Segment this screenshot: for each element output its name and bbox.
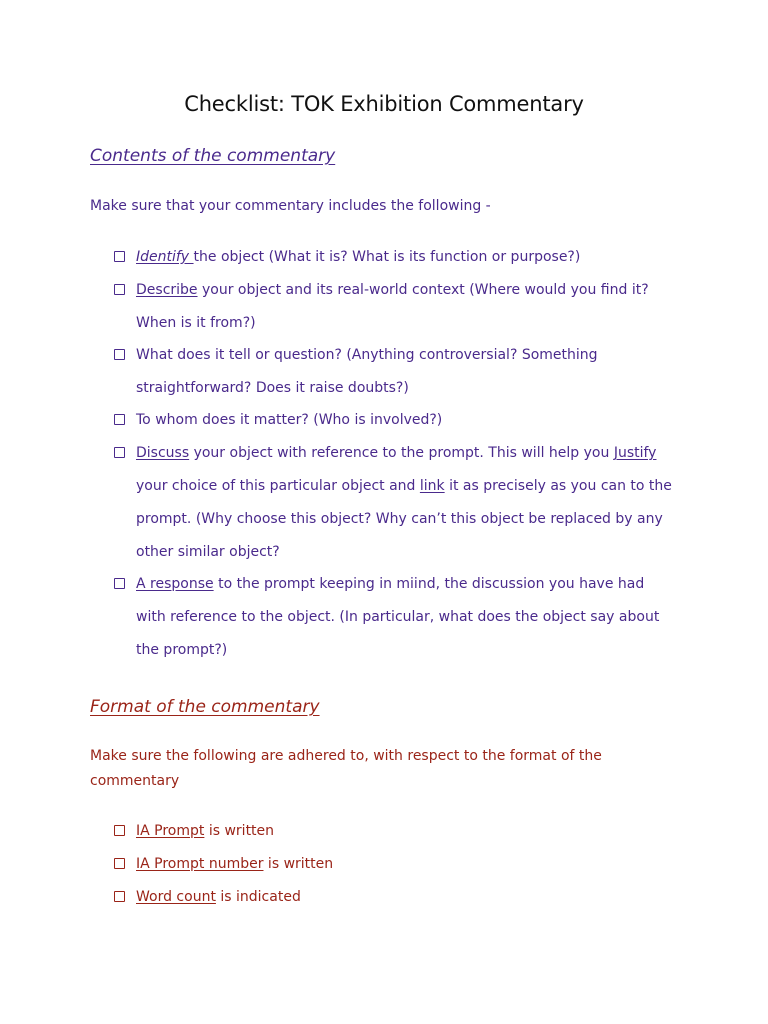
item-keyword: Word count bbox=[136, 889, 216, 905]
item-text: your object with reference to the prompt. This will help you bbox=[189, 445, 614, 461]
checkbox-icon[interactable] bbox=[114, 447, 125, 458]
item-text: What does it tell or question? (Anything controversial? Something straightforward? Does it raise doubts?) bbox=[136, 347, 598, 396]
checklist-item-ia-prompt-number bbox=[114, 848, 674, 881]
checklist-item-ia-prompt bbox=[114, 815, 674, 848]
contents-intro: Make sure that your commentary includes the following - bbox=[90, 198, 491, 214]
item-text: is written bbox=[263, 856, 334, 872]
checkbox-icon[interactable] bbox=[114, 858, 125, 869]
checklist-item-word-count bbox=[114, 881, 674, 914]
item-keyword: link bbox=[419, 478, 445, 494]
item-text: your object and its real-world context (Where would you find it? When is it from?) bbox=[136, 282, 649, 331]
item-keyword: Identify bbox=[136, 249, 194, 265]
item-keyword: IA Prompt bbox=[136, 823, 205, 839]
item-text: is indicated bbox=[215, 889, 301, 905]
format-heading: Format of the commentary bbox=[90, 697, 320, 717]
checkbox-icon[interactable] bbox=[114, 825, 125, 836]
item-text: your choice of this particular object and bbox=[136, 478, 420, 494]
checklist-item-to-whom bbox=[114, 404, 674, 437]
item-text: it as precisely as you can to the prompt. (Why choose this object? Why can’t this object be replaced by any other similar object? bbox=[136, 478, 672, 560]
checkbox-icon[interactable] bbox=[114, 578, 125, 589]
checkbox-icon[interactable] bbox=[114, 349, 125, 360]
checklist-item-identify bbox=[114, 241, 674, 274]
item-keyword: Describe bbox=[136, 282, 198, 298]
item-text: the object (What it is? What is its function or purpose?) bbox=[193, 249, 581, 265]
item-text: to the prompt keeping in miind, the discussion you have had with reference to the object. (In particular, what does the object say about the prompt?) bbox=[136, 576, 660, 658]
checkbox-icon[interactable] bbox=[114, 891, 125, 902]
checkbox-icon[interactable] bbox=[114, 414, 125, 425]
item-keyword: Discuss bbox=[136, 445, 190, 461]
item-keyword: A response bbox=[136, 576, 214, 592]
checklist-item-tell-or-question bbox=[114, 339, 674, 405]
checklist-item-describe bbox=[114, 274, 674, 340]
checkbox-icon[interactable] bbox=[114, 284, 125, 295]
format-intro: Make sure the following are adhered to, with respect to the format of the commentary bbox=[90, 748, 602, 789]
checklist-item-response bbox=[114, 568, 674, 667]
item-keyword: Justify bbox=[613, 445, 657, 461]
checkbox-icon[interactable] bbox=[114, 251, 125, 262]
page-title: Checklist: TOK Exhibition Commentary bbox=[184, 92, 584, 116]
item-keyword: IA Prompt number bbox=[136, 856, 264, 872]
item-text: To whom does it matter? (Who is involved?) bbox=[136, 412, 443, 428]
contents-heading: Contents of the commentary bbox=[90, 146, 336, 166]
item-text: is written bbox=[204, 823, 275, 839]
checklist-item-discuss bbox=[114, 437, 674, 569]
